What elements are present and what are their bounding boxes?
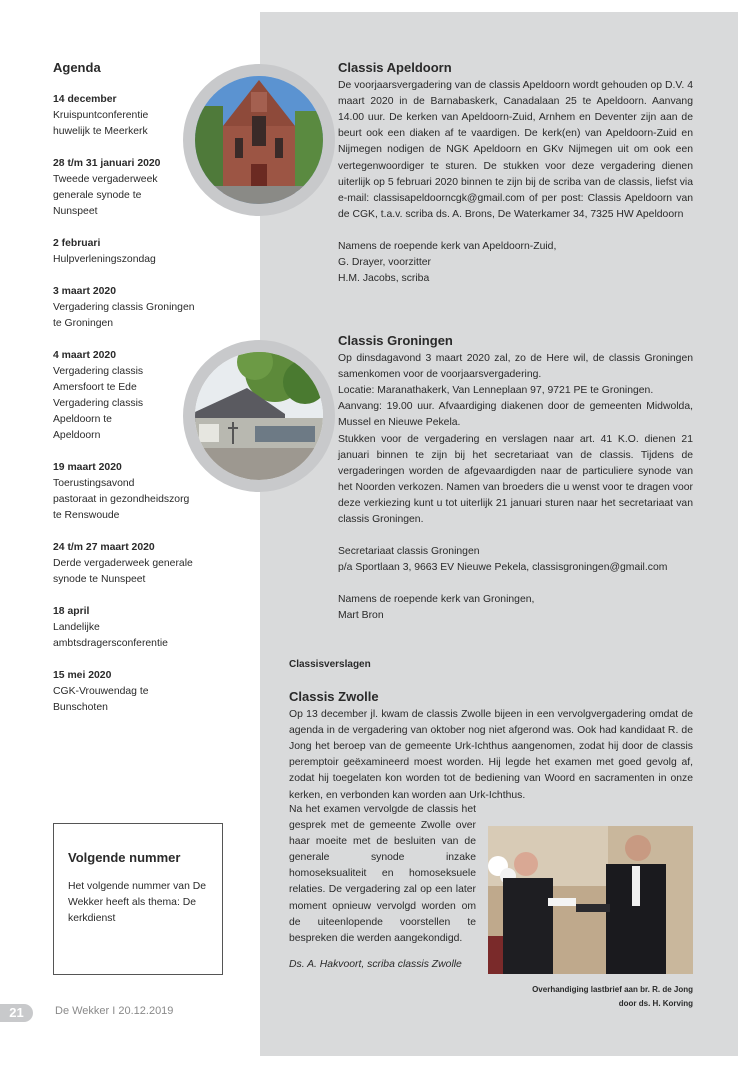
agenda-line: generale synode te [53, 190, 142, 201]
agenda-line: ambtsdragersconferentie [53, 638, 168, 649]
agenda-line: synode te Nunspeet [53, 574, 146, 585]
agenda-line: Apeldoorn te [53, 414, 112, 425]
next-issue-box [53, 823, 223, 975]
agenda-line: Vergadering classis [53, 366, 144, 377]
agenda-title: Agenda [53, 60, 101, 75]
agenda-line: Amersfoort te Ede [53, 382, 137, 393]
groningen-paragraph: Op dinsdagavond 3 maart 2020 zal, zo de Here wil, de classis Groningen samenkomen voor de voorjaarsvergadering. [338, 353, 693, 381]
agenda-line: Derde vergaderweek generale [53, 558, 193, 569]
agenda-line: te Groningen [53, 318, 114, 329]
next-issue-text: Het volgende nummer van De Wekker heeft als thema: De kerkdienst [68, 881, 207, 924]
zwolle-signature: Ds. A. Hakvoort, scriba classis Zwolle [289, 958, 462, 970]
apeldoorn-sign-line: H.M. Jacobs, scriba [338, 273, 430, 285]
agenda-line: CGK-Vrouwendag te [53, 686, 149, 697]
agenda-line: Hulpverleningszondag [53, 254, 156, 265]
caption-line: door ds. H. Korving [618, 999, 693, 1008]
section-label-classisverslagen: Classisverslagen [289, 659, 371, 670]
apeldoorn-body: De voorjaarsvergadering van de classis Apeldoorn wordt gehouden op D.V. 4 maart 2020 in de Barnabaskerk, Canadalaan 25 te Apeldoorn. Aanvang 14.00 uur. De kerken van Apeldoorn-Zuid, Arnhem en Deventer zijn aan de beurt ook een diaken af te vaardigen. De kerk(en) van Apeldoorn-Zuid en Nijmegen nodigen de NGK Apeldoorn en GKv Nijmegen uit om ook een vertegenwoordiger te sturen. De stukken voor deze vergadering dienen uiterlijk op 5 februari 2020 binnen te zijn bij de scriba van de classis, liefst via e-mail: classisapeldoorncgk@gmail.com of per post: Classis Apeldoorn van de CGK, t.a.v. scriba ds. A. Brons, De Waterkamer 34, 7325 HW Apeldoorn [338, 80, 693, 220]
apeldoorn-sign-line: G. Drayer, voorzitter [338, 257, 431, 269]
photo-caption [470, 983, 693, 1011]
caption-line: Overhandiging lastbrief aan br. R. de Jong [532, 985, 693, 994]
zwolle-paragraph: Op 13 december jl. kwam de classis Zwolle bijeen in een vervolgvergadering omdat de agenda in de vergadering van oktober nog niet afgerond was. Ook had kandidaat R. de Jong het beroep van de gemeente Urk-Ichthus aangenomen, zodat hij door de classis peremptoir geëxamineerd moest worden. Hij legde het examen met goed gevolg af, zodat hij toegelaten kon worden tot de bediening van Woord en sacramenten in onze kerken, en verbonden kan worden aan Urk-Ichthus. [289, 709, 693, 801]
agenda-line: pastoraat in gezondheidszorg [53, 494, 190, 505]
section-classis-groningen [338, 333, 693, 625]
agenda-line: Bunschoten [53, 702, 108, 713]
agenda-line: te Renswoude [53, 510, 120, 521]
agenda-date: 2 februari [53, 238, 101, 249]
handover-photo [488, 826, 693, 974]
apeldoorn-sign-line: Namens de roepende kerk van Apeldoorn-Zuid, [338, 240, 557, 252]
agenda-item [53, 540, 243, 588]
church-photo-groningen [183, 340, 335, 492]
agenda-line: Nunspeet [53, 206, 98, 217]
groningen-secretariat: p/a Sportlaan 3, 9663 EV Nieuwe Pekela, classisgroningen@gmail.com [338, 562, 668, 574]
groningen-secretariat: Secretariaat classis Groningen [338, 546, 480, 558]
agenda-item [53, 284, 243, 332]
groningen-paragraph: Aanvang: 19.00 uur. Afvaardiging diakenen door de gemeenten Midwolda, Mussel en Nieuwe Pekela. [338, 401, 693, 429]
agenda-line: huwelijk te Meerkerk [53, 126, 148, 137]
groningen-sign-line: Mart Bron [338, 610, 384, 622]
agenda-date: 3 maart 2020 [53, 286, 116, 297]
page-number: 21 [0, 1004, 33, 1022]
agenda-line: Vergadering classis [53, 398, 144, 409]
groningen-title: Classis Groningen [338, 333, 453, 348]
agenda-line: Tweede vergaderweek [53, 174, 158, 185]
agenda-line: Vergadering classis Groningen [53, 302, 195, 313]
zwolle-paragraph: Na het examen vervolgde de classis het gesprek met de gemeente Zwolle over haar moeite met de besluiten van de generale synode inzake homoseksualiteit en homoseksuele relaties. De vergadering zal op een later moment opnieuw vervolgd worden om de uiteenlopende voorstellen te bespreken die werden aangekondigd. [289, 804, 476, 944]
agenda-line: Kruispuntconferentie [53, 110, 149, 121]
groningen-paragraph: Stukken voor de vergadering en verslagen naar art. 41 K.O. dienen 21 januari binnen te zijn bij het secretariaat van de classis. Tijdens de vergaderingen worden de afgevaardigden naar de particuliere synode van het Noorden verkozen. Namen van broeders die u wenst voor te dragen voor deze verkiezing kunt u tot uiterlijk 21 januari sturen naar het secretariaat van classis Groningen. [338, 433, 693, 526]
agenda-item [53, 236, 243, 268]
groningen-paragraph: Locatie: Maranathakerk, Van Lenneplaan 97, 9721 PE te Groningen. [338, 385, 654, 397]
agenda-item [53, 604, 243, 652]
footer-publication: De Wekker I 20.12.2019 [55, 1005, 174, 1017]
zwolle-title: Classis Zwolle [289, 689, 379, 704]
agenda-line: Toerustingsavond [53, 478, 135, 489]
agenda-line: Apeldoorn [53, 430, 101, 441]
agenda-date: 4 maart 2020 [53, 350, 116, 361]
apeldoorn-title: Classis Apeldoorn [338, 60, 452, 75]
agenda-item [53, 668, 243, 716]
section-classis-apeldoorn [338, 60, 693, 287]
section-classis-zwolle [289, 689, 693, 804]
agenda-date: 14 december [53, 94, 117, 105]
agenda-date: 24 t/m 27 maart 2020 [53, 542, 155, 553]
church-photo-apeldoorn [183, 64, 335, 216]
next-issue-title: Volgende nummer [68, 850, 181, 865]
groningen-sign-line: Namens de roepende kerk van Groningen, [338, 594, 535, 606]
agenda-date: 28 t/m 31 januari 2020 [53, 158, 161, 169]
agenda-date: 19 maart 2020 [53, 462, 122, 473]
agenda-line: Landelijke [53, 622, 100, 633]
zwolle-continued [289, 802, 476, 983]
agenda-date: 18 april [53, 606, 90, 617]
agenda-date: 15 mei 2020 [53, 670, 112, 681]
